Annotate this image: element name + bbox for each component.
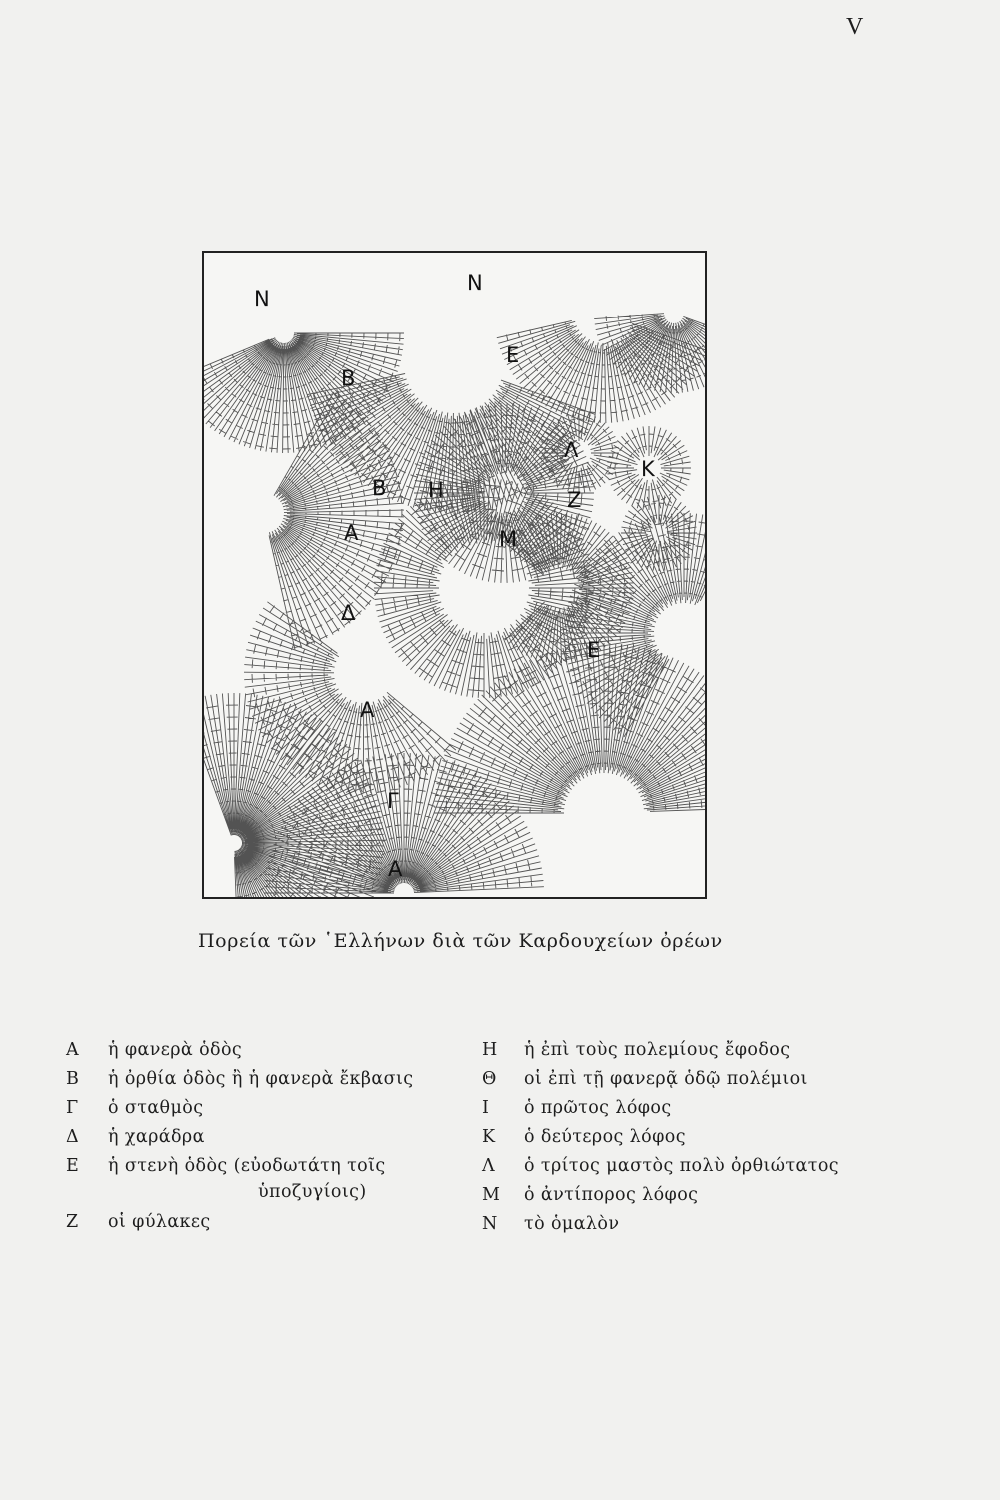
- legend-desc-line2: ὑποζυγίοις): [258, 1182, 367, 1202]
- legend-key: Ζ: [66, 1212, 79, 1232]
- legend-left-column: [66, 1040, 413, 1241]
- legend-entry: [66, 1069, 413, 1098]
- map-label-kappa: Κ: [641, 457, 655, 481]
- hachure-lines: [204, 314, 705, 897]
- legend-entry: [66, 1127, 413, 1156]
- terrain-map: [202, 251, 707, 899]
- legend-entry: [482, 1098, 839, 1127]
- legend-entry: [66, 1040, 413, 1069]
- legend-entry: [482, 1040, 839, 1069]
- map-label-gamma: Γ: [387, 789, 399, 813]
- map-label-a-middle: Α: [360, 698, 375, 722]
- map-label-a-bottom: Α: [388, 857, 403, 881]
- map-label-b-upper: Β: [341, 366, 356, 390]
- legend-entry: [482, 1069, 839, 1098]
- legend-key: Η: [482, 1040, 498, 1060]
- legend-key: Θ: [482, 1069, 497, 1089]
- legend-desc: ὁ πρῶτος λόφος: [524, 1098, 672, 1118]
- map-label-eta: Η: [428, 478, 444, 502]
- legend-key: Ν: [482, 1214, 498, 1234]
- legend-desc: ἡ ἐπὶ τοὺς πολεμίους ἔφοδος: [524, 1040, 791, 1060]
- legend-desc: ἡ χαράδρα: [108, 1127, 205, 1147]
- map-label-n-left: Ν: [254, 287, 270, 311]
- legend-desc: οἱ φύλακες: [108, 1212, 211, 1232]
- legend-entry: [482, 1214, 839, 1243]
- legend-key: Γ: [66, 1098, 79, 1118]
- legend-key: Κ: [482, 1127, 496, 1147]
- legend-key: Β: [66, 1069, 80, 1089]
- map-caption: Πορεία τῶν ῾Ελλήνων διὰ τῶν Καρδουχείων ὀρέων: [198, 930, 723, 952]
- legend-key: Μ: [482, 1185, 501, 1205]
- legend-desc: ὁ ἀντίπορος λόφος: [524, 1185, 699, 1205]
- legend-key: Δ: [66, 1127, 80, 1147]
- legend-entry: [66, 1156, 413, 1212]
- map-label-b-lower: Β: [372, 476, 387, 500]
- legend-desc: ὁ τρίτος μαστὸς πολὺ ὀρθιώτατος: [524, 1156, 839, 1176]
- legend-desc: ὁ δεύτερος λόφος: [524, 1127, 686, 1147]
- legend-desc-line1: ἡ στενὴ ὁδὸς (εὐοδωτάτη τοῖς: [108, 1156, 386, 1176]
- map-label-e-right: Ε: [587, 638, 601, 662]
- legend-entry: [482, 1156, 839, 1185]
- legend-desc: οἱ ἐπὶ τῇ φανερᾷ ὁδῷ πολέμιοι: [524, 1069, 808, 1089]
- map-label-zeta: Ζ: [567, 488, 582, 512]
- map-label-lambda: Λ: [564, 438, 579, 462]
- legend-key: Λ: [482, 1156, 496, 1176]
- legend-desc: ἡ φανερὰ ὁδὸς: [108, 1040, 243, 1060]
- legend-desc: τὸ ὁμαλὸν: [524, 1214, 620, 1234]
- map-label-mu: Μ: [499, 527, 518, 551]
- legend-entry: [482, 1185, 839, 1214]
- legend-desc: ἡ ὀρθία ὁδὸς ἢ ἡ φανερὰ ἔκβασις: [108, 1069, 414, 1089]
- legend-desc: ὁ σταθμὸς: [108, 1098, 204, 1118]
- map-label-a-upper: Α: [344, 521, 359, 545]
- legend-key: Ι: [482, 1098, 490, 1118]
- map-label-e-top: Ε: [506, 343, 520, 367]
- legend-entry: [66, 1098, 413, 1127]
- legend-key: Α: [66, 1040, 80, 1060]
- map-label-delta: Δ: [341, 601, 356, 625]
- page-number: V: [846, 14, 864, 40]
- map-label-n-top: Ν: [467, 271, 483, 295]
- legend-entry: [482, 1127, 839, 1156]
- legend-right-column: [482, 1040, 839, 1243]
- legend-desc: [108, 1156, 386, 1202]
- legend-entry: [66, 1212, 413, 1241]
- legend-key: Ε: [66, 1156, 80, 1176]
- terrain-hachures: [204, 253, 705, 897]
